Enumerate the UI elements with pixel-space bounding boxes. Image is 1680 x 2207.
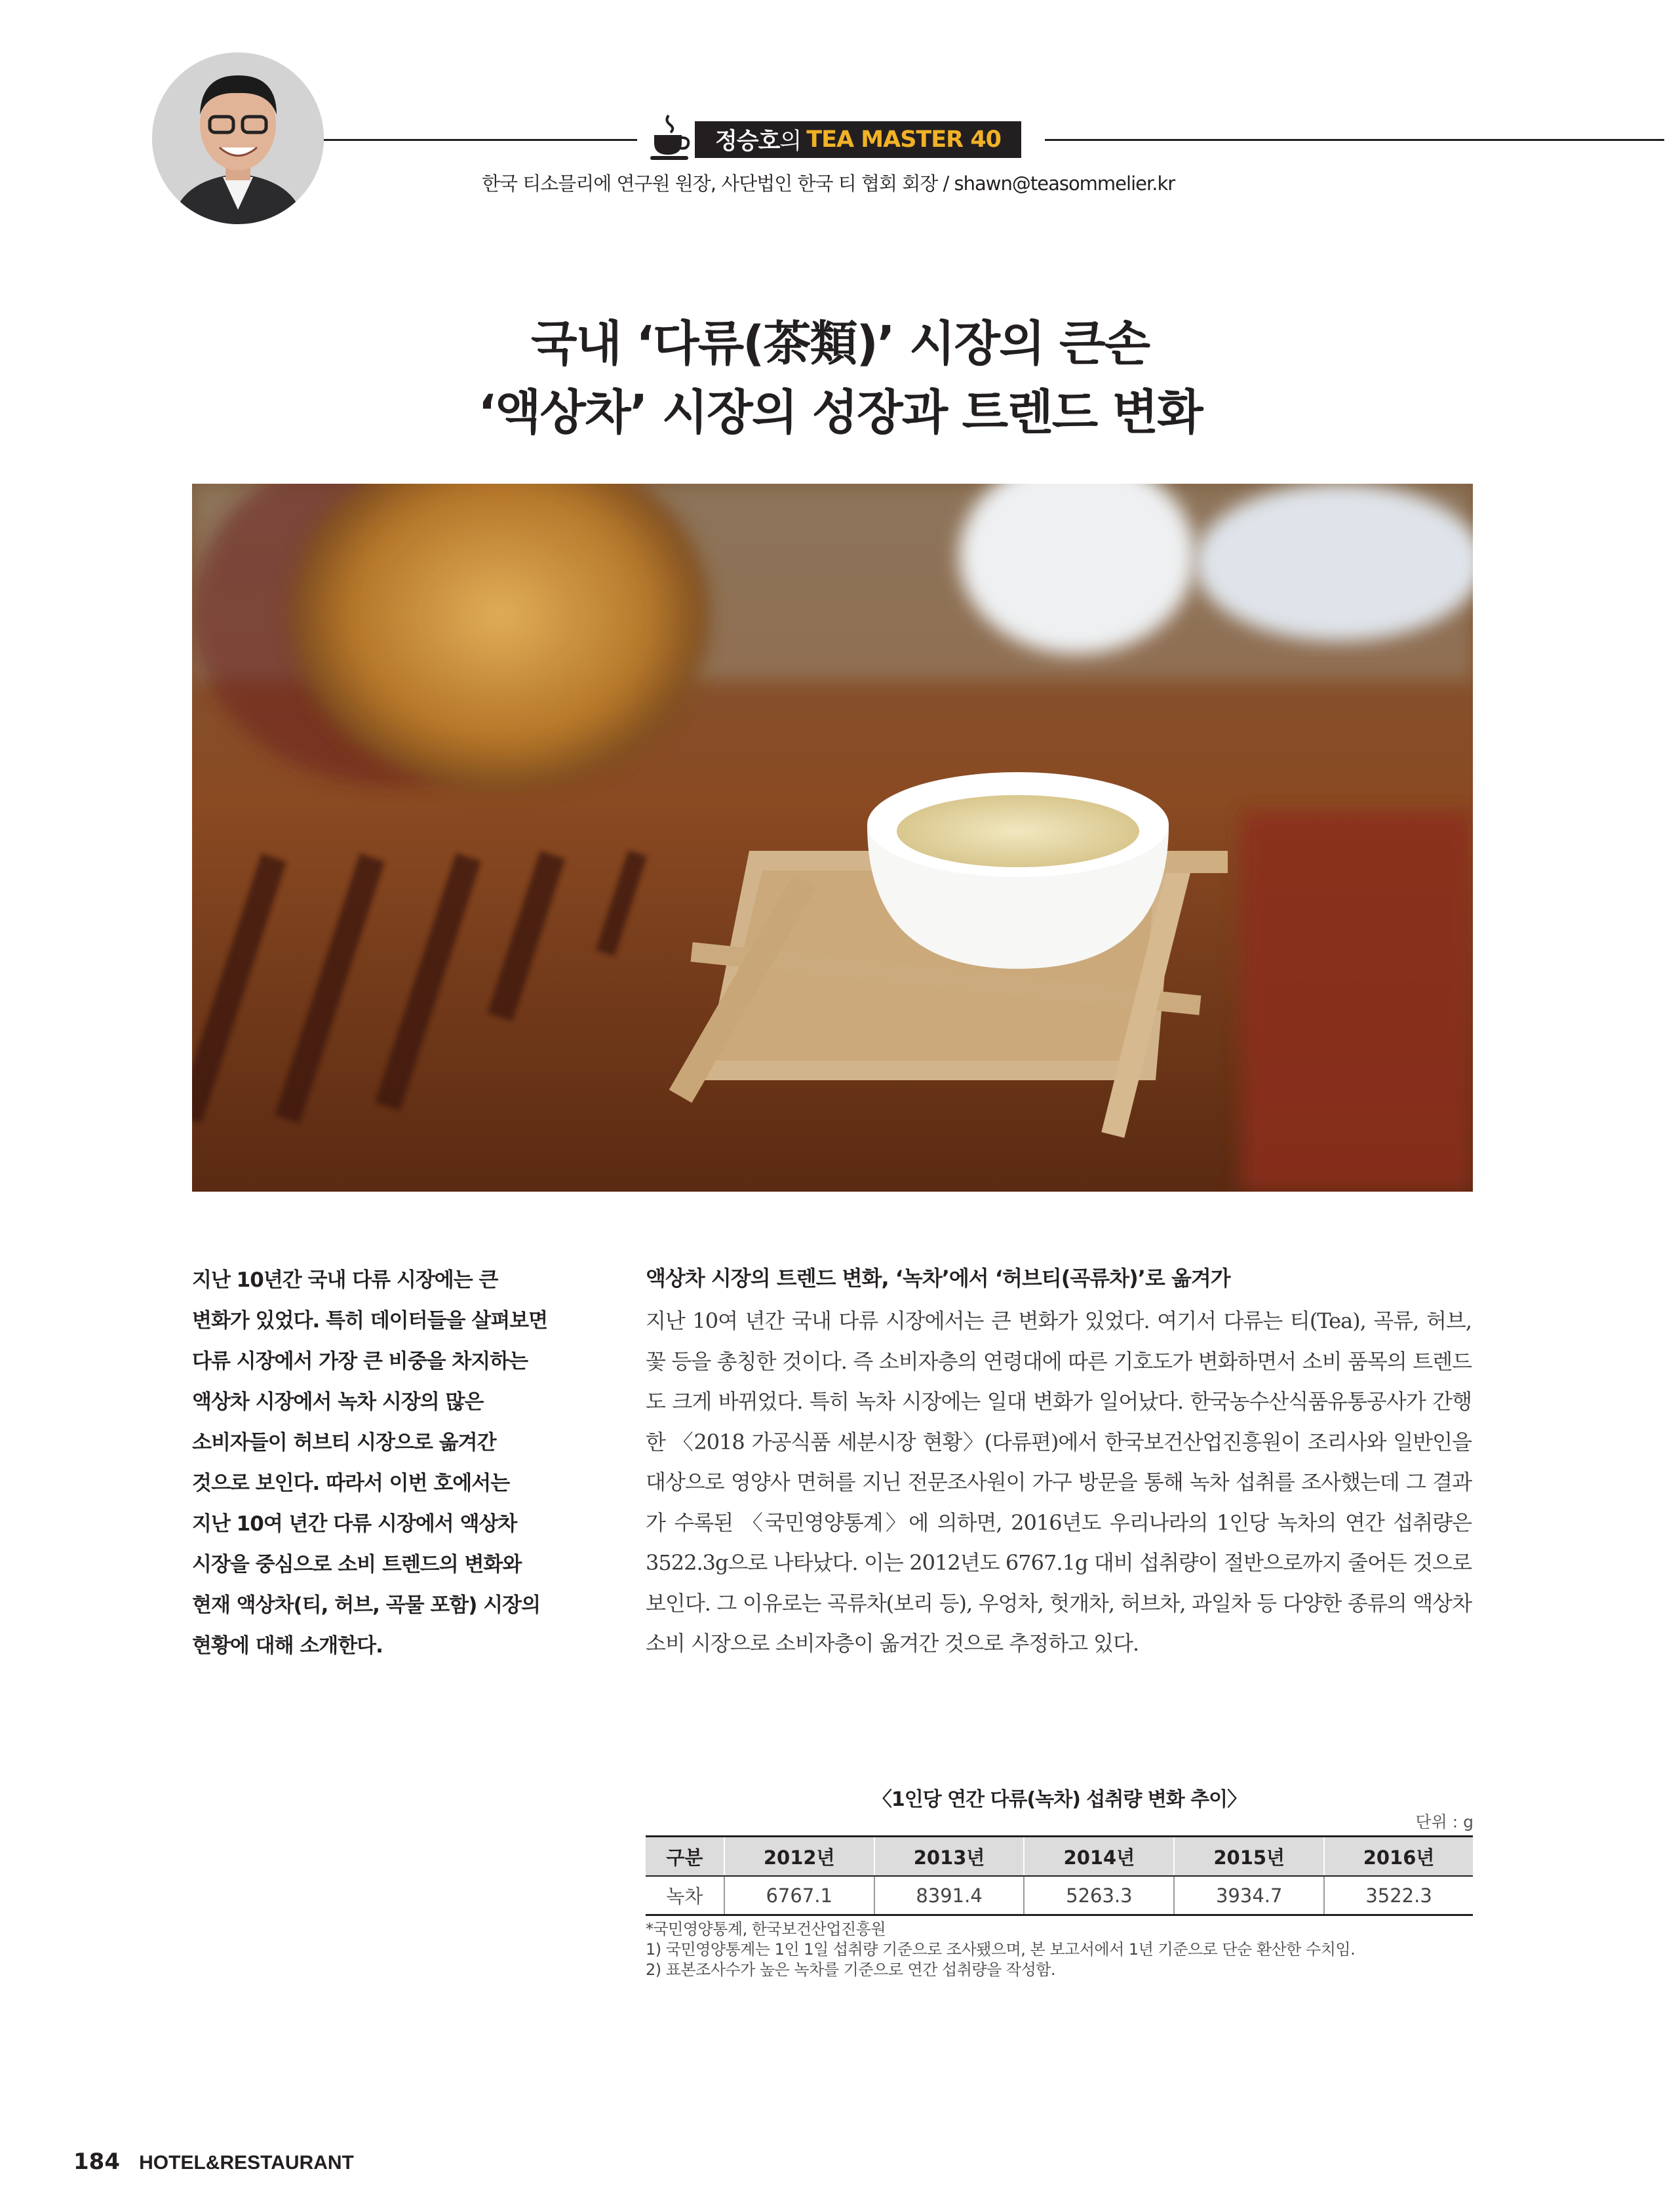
section-heading: 액상차 시장의 트렌드 변화, ‘녹차’에서 ‘허브티(곡류차)’로 옮겨가: [646, 1266, 1230, 1291]
header-rule-right: [1045, 139, 1664, 141]
lead-line: 지난 10년간 국내 다류 시장에는 큰: [192, 1268, 498, 1292]
hero-image-tea-cup: [192, 484, 1473, 1192]
series-title: TEA MASTER 40: [806, 127, 1002, 153]
table-header: 2016년: [1324, 1837, 1473, 1877]
table-cell: 녹차: [646, 1876, 724, 1915]
lead-line: 변화가 있었다. 특히 데이터들을 살펴보면: [192, 1309, 548, 1333]
lead-line: 지난 10여 년간 다류 시장에서 액상차: [192, 1512, 517, 1536]
lead-line: 소비자들이 허브티 시장으로 옮겨간: [192, 1431, 496, 1455]
table-title: 〈1인당 연간 다류(녹차) 섭취량 변화 추이〉: [872, 1788, 1247, 1811]
author-name: 정승호: [714, 128, 780, 155]
lead-paragraph: [192, 1260, 592, 1666]
lead-line: 것으로 보인다. 따라서 이번 호에서는: [192, 1472, 510, 1495]
table-note: 2) 표본조사수가 높은 녹차를 기준으로 연간 섭취량을 작성함.: [646, 1961, 1056, 1979]
table-header: 2013년: [874, 1837, 1025, 1877]
author-byline: 한국 티소믈리에 연구원 원장, 사단법인 한국 티 협회 회장 / shawn@teasommelier.kr: [482, 172, 1175, 195]
table-cell: 6767.1: [724, 1876, 874, 1915]
table-cell: 3934.7: [1174, 1876, 1324, 1915]
table-cell: 8391.4: [874, 1876, 1025, 1915]
header-rule-left: [324, 139, 637, 141]
table-note: *국민영양통계, 한국보건산업진흥원: [646, 1920, 886, 1938]
lead-line: 다류 시장에서 가장 큰 비중을 차지하는: [192, 1350, 528, 1373]
page-footer: [73, 2149, 354, 2175]
teacup-icon: [650, 113, 691, 161]
author-photo: [152, 52, 324, 224]
lead-line: 액상차 시장에서 녹차 시장의 많은: [192, 1390, 484, 1414]
author-particle: 의: [779, 128, 802, 155]
page-number: 184: [73, 2149, 120, 2175]
series-label: [695, 121, 1021, 158]
table-row: [646, 1876, 1473, 1915]
table-cell: 5263.3: [1024, 1876, 1174, 1915]
table-header: 2015년: [1174, 1837, 1324, 1877]
lead-line: 현재 액상차(티, 허브, 곡물 포함) 시장의: [192, 1593, 541, 1617]
headline-line-2: ‘액상차’ 시장의 성장과 트렌드 변화: [478, 385, 1202, 440]
table-cell: 3522.3: [1365, 1884, 1432, 1907]
table-header-row: [646, 1837, 1473, 1877]
consumption-table: [646, 1835, 1473, 1916]
table-header: 2014년: [1024, 1837, 1174, 1877]
publication-name: HOTEL&RESTAURANT: [139, 2152, 354, 2174]
table-note: 1) 국민영양통계는 1인 1일 섭취량 기준으로 조사됐으며, 본 보고서에서 1년 기준으로 단순 환산한 수치임.: [646, 1940, 1356, 1959]
table-header: 2012년: [724, 1837, 874, 1877]
lead-line: 시장을 중심으로 소비 트렌드의 변화와: [192, 1553, 522, 1576]
headline-line-1: 국내 ‘다류(茶類)’ 시장의 큰손: [530, 316, 1150, 372]
table-unit: 단위 : g: [1415, 1812, 1474, 1831]
table-header: 구분: [646, 1837, 724, 1877]
table-notes: [646, 1919, 1485, 1980]
lead-line: 현황에 대해 소개한다.: [192, 1634, 383, 1658]
article-body: 지난 10여 년간 국내 다류 시장에서는 큰 변화가 있었다. 여기서 다류는 티(Tea), 곡류, 허브, 꽃 등을 총칭한 것이다. 즉 소비자층의 연령대에 따른 기호도가 변화하면서 소비 품목의 트렌드도 크게 바뀌었다. 특히 녹차 시장에는 일대 변화가 일어났다. 한국농수산식품유통공사가 간행한 〈2018 가공식품 세분시장 현황〉(다류편)에서 한국보건산업진흥원이 조리사와 일반인을 대상으로 영양사 면허를 지닌 전문조사원이 가구 방문을 통해 녹차 섭취를 조사했는데 그 결과가 수록된 〈국민영양통계〉에 의하면, 2016년도 우리나라의 1인당 녹차의 연간 섭취량은 3522.3g으로 나타났다. 이는 2012년도 6767.1g 대비 섭취량이 절반으로까지 줄어든 것으로 보인다. 그 이유로는 곡류차(보리 등), 우엉차, 헛개차, 허브차, 과일차 등 다양한 종류의 액상차 소비 시장으로 소비자층이 옮겨간 것으로 추정하고 있다.: [646, 1308, 1472, 1656]
